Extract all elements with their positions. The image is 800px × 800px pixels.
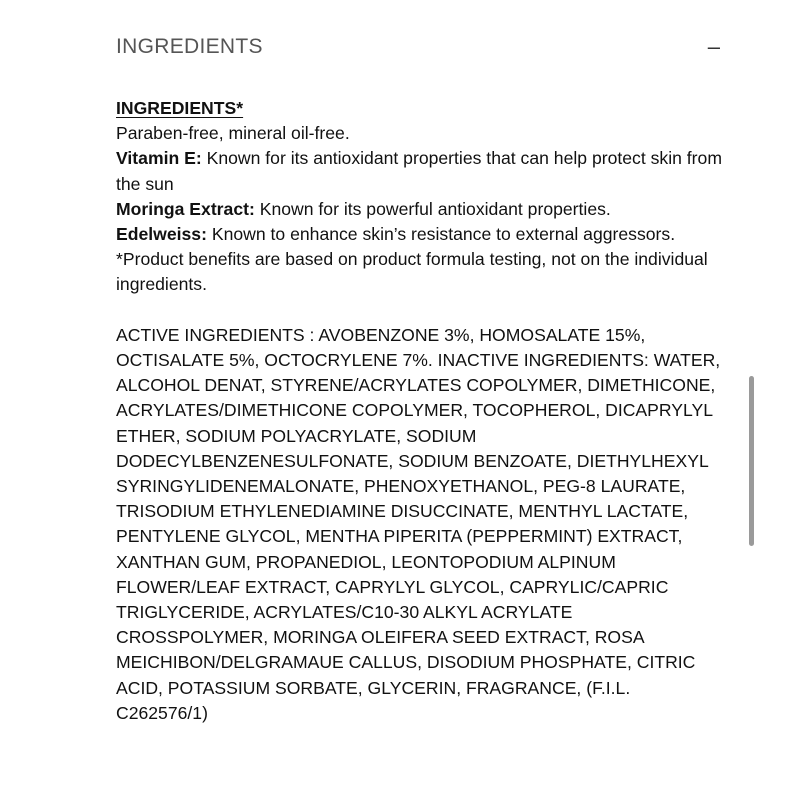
accordion-title: INGREDIENTS [116, 35, 263, 58]
benefit-item [116, 222, 726, 247]
benefit-description: Known for its antioxidant properties that can help protect skin from the sun [116, 148, 722, 194]
disclaimer-text: *Product benefits are based on product formula testing, not on the individual ingredients. [116, 249, 708, 295]
vertical-scrollbar[interactable] [749, 376, 754, 546]
ingredients-accordion-header[interactable] [116, 30, 720, 64]
paragraph-spacer [116, 298, 726, 323]
full-ingredient-list: ACTIVE INGREDIENTS : AVOBENZONE 3%, HOMOSALATE 15%, OCTISALATE 5%, OCTOCRYLENE 7%. INACTIVE INGREDIENTS: WATER, ALCOHOL DENAT, STYRENE/ACRYLATES COPOLYMER, DIMETHICONE, ACRYLATES/DIMETHICONE COPOLYMER, TOCOPHEROL, DICAPRYLYL ETHER, SODIUM POLYACRYLATE, SODIUM DODECYLBENZENESULFONATE, SODIUM BENZOATE, DIETHYLHEXYL SYRINGYLIDENEMALONATE, PHENOXYETHANOL, PEG-8 LAURATE, TRISODIUM ETHYLENEDIAMINE DISUCCINATE, MENTHYL LACTATE, PENTYLENE GLYCOL, MENTHA PIPERITA (PEPPERMINT) EXTRACT, XANTHAN GUM, PROPANEDIOL, LEONTOPODIUM ALPINUM FLOWER/LEAF EXTRACT, CAPRYLYL GLYCOL, CAPRYLIC/CAPRIC TRIGLYCERIDE, ACRYLATES/C10-30 ALKYL ACRYLATE CROSSPOLYMER, MORINGA OLEIFERA SEED EXTRACT, ROSA MEICHIBON/DELGRAMAUE CALLUS, DISODIUM PHOSPHATE, CITRIC ACID, POTASSIUM SORBATE, GLYCERIN, FRAGRANCE, (F.I.L. C262576/1) [116, 324, 721, 723]
benefit-item [116, 197, 726, 222]
benefit-description: Known to enhance skin’s resistance to external aggressors. [206, 224, 676, 245]
benefit-description: Known for its powerful antioxidant properties. [254, 198, 611, 219]
benefit-item [116, 146, 726, 196]
benefit-name: Vitamin E: [116, 148, 202, 169]
benefit-name: Moringa Extract: [116, 198, 255, 219]
ingredients-content [116, 96, 726, 726]
collapse-minus-icon[interactable]: – [707, 34, 720, 59]
free-from-text: Paraben-free, mineral oil-free. [116, 123, 350, 144]
benefit-name: Edelweiss: [116, 224, 207, 245]
ingredients-heading: INGREDIENTS* [116, 98, 244, 118]
